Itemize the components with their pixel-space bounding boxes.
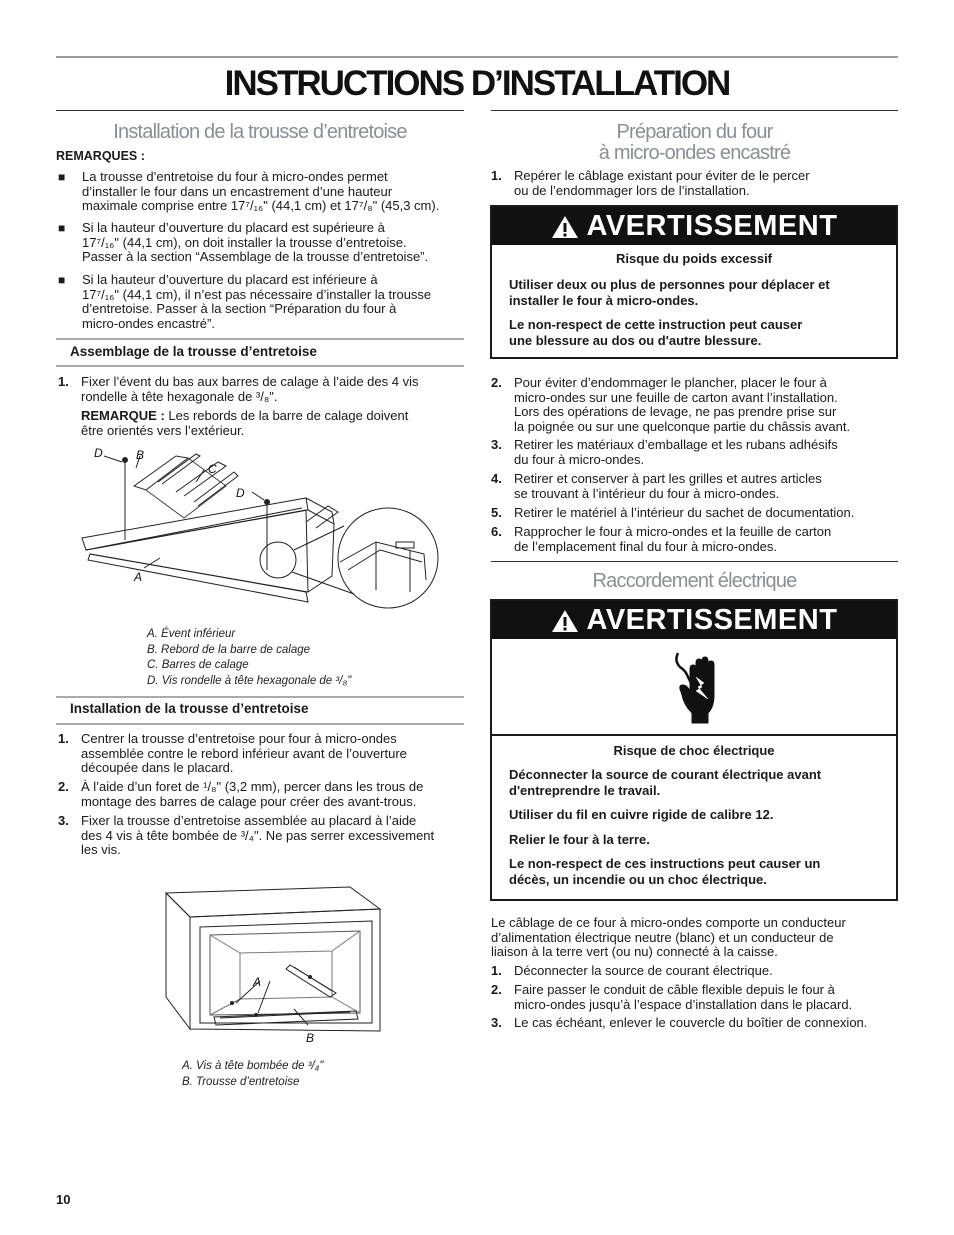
bullet-square-icon: ■ bbox=[58, 170, 66, 184]
title-underline-left bbox=[56, 110, 464, 111]
electric-shock-hand-icon bbox=[674, 647, 718, 725]
wiring-intro: Le câblage de ce four à micro-ondes comporte un conducteur d’alimentation électrique neutre (blanc) et un conducteur de liaison à la terre vert (ou nu) connecté à la caisse. bbox=[491, 915, 846, 959]
warning-text: Déconnecter la source de courant électrique avant d'entreprendre le travail. bbox=[509, 767, 822, 798]
figure-label-b: B bbox=[136, 448, 145, 462]
warning-text: Utiliser du fil en cuivre rigide de calibre 12. bbox=[509, 807, 774, 822]
figure-cabinet-installation bbox=[160, 885, 385, 1045]
figure-label-c: C bbox=[208, 462, 217, 476]
figure-label-a: A bbox=[134, 570, 143, 584]
title-underline-right bbox=[491, 110, 898, 111]
subsection-rule bbox=[56, 338, 464, 340]
subsection-rule bbox=[56, 365, 464, 367]
bullet-item: ■ La trousse d’entretoise du four à micro-ondes permet d’installer le four dans un encastrement d’une hauteur maximale comprise entre 17⁷/₁₆" (44,1 cm) et 17⁷/₈" (45,3 cm). bbox=[58, 169, 440, 213]
figure-caption: A. Vis à tête bombée de ³/₄" B. Trousse d’entretoise bbox=[182, 1060, 324, 1088]
warning-box-weight bbox=[490, 205, 898, 359]
section-rule bbox=[491, 561, 898, 562]
remarques-label: REMARQUES : bbox=[56, 149, 145, 163]
subsection-rule bbox=[56, 723, 464, 725]
figure-caption: A. Évent inférieur B. Rebord de la barre de calage C. Barres de calage D. Vis rondelle à tête hexagonale de ³/₈" bbox=[147, 628, 352, 687]
bullet-square-icon: ■ bbox=[58, 273, 66, 287]
section-heading-electrique: Raccordement électrique bbox=[592, 570, 797, 592]
warning-text: Le non-respect de ces instructions peut causer un décès, un incendie ou un choc électrique. bbox=[509, 856, 821, 887]
warning-box-electric bbox=[490, 599, 898, 901]
top-rule bbox=[56, 56, 898, 58]
warning-risk-title: Risque de choc électrique bbox=[613, 743, 775, 758]
bullet-item: ■ Si la hauteur d’ouverture du placard est inférieure à 17⁷/₁₆" (44,1 cm), il n’est pas nécessaire d’installer la trousse d’entretoise. Passer à la section “Préparation du four à micro-ondes encastré”. bbox=[58, 272, 432, 331]
figure-label-d: D bbox=[94, 446, 103, 460]
figure-label-d: D bbox=[236, 486, 245, 500]
section-heading-preparation: Préparation du four à micro-ondes encastré bbox=[598, 121, 791, 164]
figure-label-b: B bbox=[306, 1031, 315, 1045]
page-number: 10 bbox=[56, 1192, 71, 1207]
warning-text: Le non-respect de cette instruction peut causer une blessure au dos ou d'autre blessure. bbox=[509, 317, 803, 348]
subsection-heading-installation: Installation de la trousse d’entretoise bbox=[70, 701, 309, 716]
warning-triangle-icon bbox=[551, 215, 579, 239]
figure-vent-assembly bbox=[76, 442, 446, 614]
section-heading-trousse: Installation de la trousse d’entretoise bbox=[113, 121, 407, 143]
warning-risk-title: Risque du poids excessif bbox=[615, 251, 773, 266]
warning-header: AVERTISSEMENT bbox=[492, 207, 896, 245]
warning-divider bbox=[492, 734, 896, 736]
warning-triangle-icon bbox=[551, 609, 579, 633]
warning-header: AVERTISSEMENT bbox=[492, 601, 896, 639]
remarque-label: REMARQUE : bbox=[81, 408, 165, 423]
bullet-item: ■ Si la hauteur d’ouverture du placard est supérieure à 17⁷/₁₆" (44,1 cm), on doit installer la trousse d’entretoise. Passer à la section “Assemblage de la trousse d’entretoise”. bbox=[58, 220, 429, 264]
subsection-heading-assemblage: Assemblage de la trousse d’entretoise bbox=[70, 344, 317, 359]
warning-text: Utiliser deux ou plus de personnes pour déplacer et installer le four à micro-ondes. bbox=[509, 277, 830, 308]
subsection-rule bbox=[56, 696, 464, 698]
warning-text: Relier le four à la terre. bbox=[509, 832, 650, 847]
page-title: INSTRUCTIONS D’INSTALLATION bbox=[224, 64, 730, 103]
bullet-square-icon: ■ bbox=[58, 221, 66, 235]
figure-label-a: A bbox=[253, 975, 262, 989]
